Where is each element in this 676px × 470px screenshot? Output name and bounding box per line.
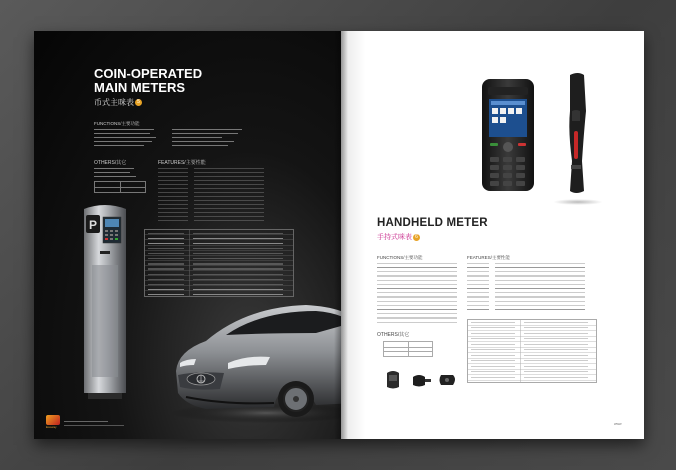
left-functions-heading: FUNCTIONS/主要功能 (94, 121, 140, 126)
right-features-list (467, 263, 597, 313)
left-page (34, 31, 341, 439)
handheld-front-image (478, 77, 538, 195)
car-image (166, 293, 341, 423)
handheld-side-image (562, 71, 592, 197)
left-footer-text (64, 421, 134, 426)
left-title-line2: MAIN METERS (94, 80, 185, 95)
left-others-heading: OTHERS/其它 (94, 160, 127, 166)
right-title: HANDHELD METER (377, 217, 488, 229)
right-page-number: www (614, 422, 622, 426)
right-title-cn: 手持式咪表 6 (377, 232, 420, 242)
right-page (341, 31, 644, 439)
left-functions-text (94, 129, 274, 149)
spread-gutter (334, 31, 348, 439)
badge-icon: 6 (413, 234, 420, 241)
brochure-spread (34, 31, 644, 439)
handheld-shadow (553, 199, 603, 205)
right-spec-table (467, 319, 597, 383)
left-features-list (158, 168, 278, 224)
left-title (94, 67, 202, 95)
left-others-list (94, 168, 150, 193)
badge-icon: 5 (135, 99, 142, 106)
left-title-cn: 币式主咪表 5 (94, 97, 142, 108)
right-features-heading: FEATURES/主要性能 (467, 255, 510, 260)
right-others-heading: OTHERS/其它 (377, 332, 410, 338)
accessories-images (383, 367, 463, 391)
left-features-heading: FEATURES/主要性能 (158, 160, 206, 166)
left-brand-name: Ecoway (46, 425, 57, 429)
parking-meter-image (78, 203, 132, 413)
left-brand-logo (46, 415, 60, 425)
left-spec-table (144, 229, 294, 297)
right-others-table (383, 341, 433, 357)
right-functions-heading: FUNCTIONS/主要功能 (377, 255, 423, 260)
right-functions-text (377, 263, 457, 325)
svg-text:P: P (89, 218, 98, 232)
left-title-line1: COIN-OPERATED (94, 66, 203, 81)
